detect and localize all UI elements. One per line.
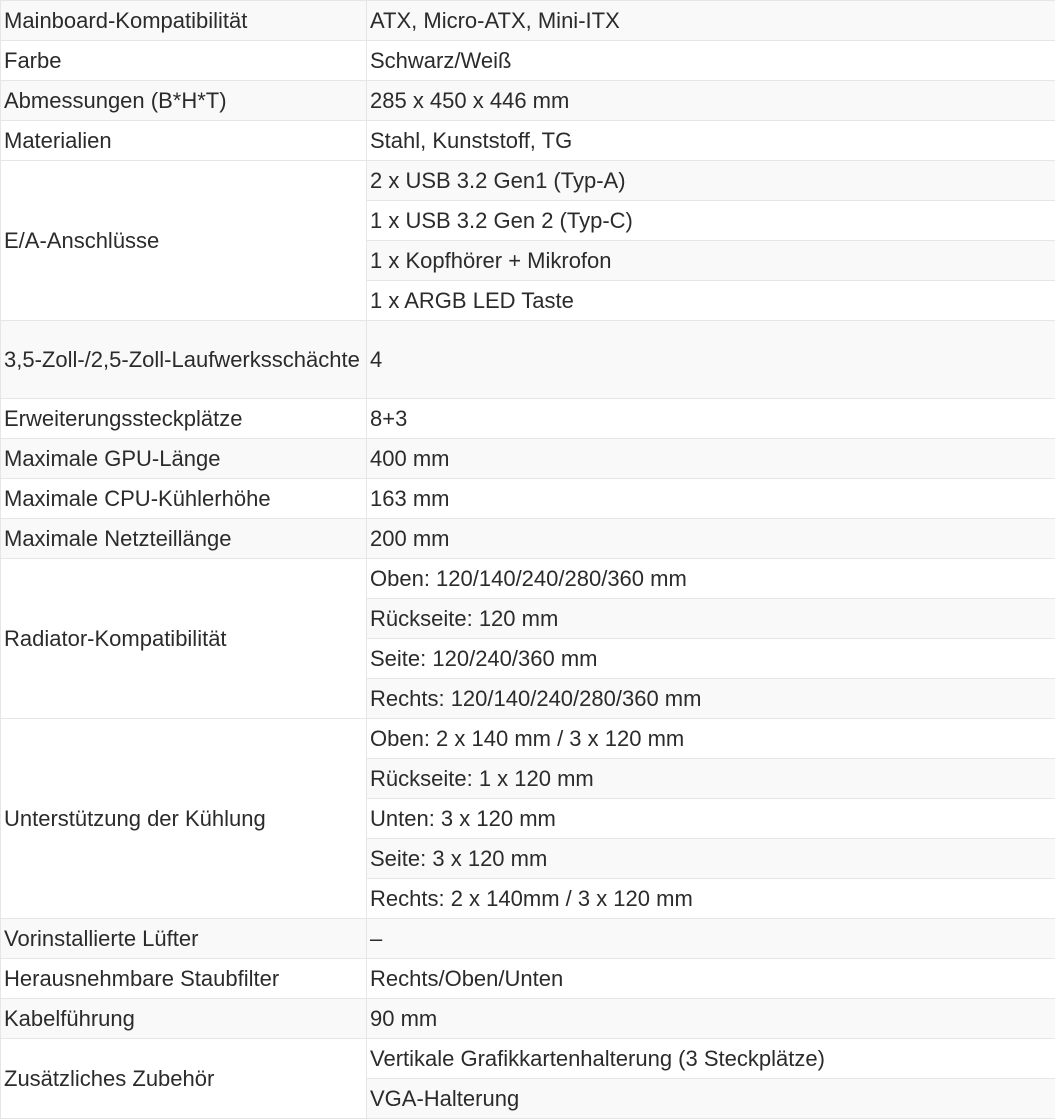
spec-value: 163 mm	[367, 479, 1055, 519]
spec-value: 8+3	[367, 399, 1055, 439]
spec-value: Rückseite: 1 x 120 mm	[367, 759, 1055, 799]
spec-value: Vertikale Grafikkartenhalterung (3 Steckplätze)	[367, 1039, 1055, 1079]
spec-table-body	[1, 1, 1055, 1119]
table-row	[1, 41, 1055, 81]
spec-value: 1 x USB 3.2 Gen 2 (Typ-C)	[367, 201, 1055, 241]
spec-label: Materialien	[1, 121, 367, 161]
spec-value: ATX, Micro-ATX, Mini-ITX	[367, 1, 1055, 41]
spec-value: 4	[367, 321, 1055, 399]
table-row	[1, 1, 1055, 41]
spec-value: Seite: 120/240/360 mm	[367, 639, 1055, 679]
spec-value: 90 mm	[367, 999, 1055, 1039]
spec-label: E/A-Anschlüsse	[1, 161, 367, 321]
spec-label: Maximale Netzteillänge	[1, 519, 367, 559]
table-row	[1, 999, 1055, 1039]
spec-value: Rechts: 120/140/240/280/360 mm	[367, 679, 1055, 719]
table-row	[1, 919, 1055, 959]
spec-label: Maximale CPU-Kühlerhöhe	[1, 479, 367, 519]
spec-label: Abmessungen (B*H*T)	[1, 81, 367, 121]
spec-label: Unterstützung der Kühlung	[1, 719, 367, 919]
table-row	[1, 719, 1055, 759]
spec-value: 400 mm	[367, 439, 1055, 479]
table-row	[1, 479, 1055, 519]
table-row	[1, 959, 1055, 999]
table-row	[1, 559, 1055, 599]
table-row	[1, 81, 1055, 121]
table-row	[1, 1039, 1055, 1079]
spec-label: Farbe	[1, 41, 367, 81]
spec-value: Rechts/Oben/Unten	[367, 959, 1055, 999]
spec-value: Seite: 3 x 120 mm	[367, 839, 1055, 879]
spec-label: Zusätzliches Zubehör	[1, 1039, 367, 1119]
spec-value: Schwarz/Weiß	[367, 41, 1055, 81]
spec-value: Rückseite: 120 mm	[367, 599, 1055, 639]
spec-label: 3,5-Zoll-/2,5-Zoll-Laufwerksschächte	[1, 321, 367, 399]
spec-value: 1 x ARGB LED Taste	[367, 281, 1055, 321]
spec-label: Mainboard-Kompatibilität	[1, 1, 367, 41]
spec-label: Erweiterungssteckplätze	[1, 399, 367, 439]
spec-value: VGA-Halterung	[367, 1079, 1055, 1119]
spec-value: 285 x 450 x 446 mm	[367, 81, 1055, 121]
spec-value: Stahl, Kunststoff, TG	[367, 121, 1055, 161]
table-row	[1, 321, 1055, 399]
spec-value: –	[367, 919, 1055, 959]
spec-value: 1 x Kopfhörer + Mikrofon	[367, 241, 1055, 281]
table-row	[1, 121, 1055, 161]
table-row	[1, 519, 1055, 559]
spec-label: Herausnehmbare Staubfilter	[1, 959, 367, 999]
table-row	[1, 161, 1055, 201]
spec-label: Vorinstallierte Lüfter	[1, 919, 367, 959]
spec-value: 200 mm	[367, 519, 1055, 559]
spec-value: 2 x USB 3.2 Gen1 (Typ-A)	[367, 161, 1055, 201]
spec-value: Unten: 3 x 120 mm	[367, 799, 1055, 839]
spec-label: Kabelführung	[1, 999, 367, 1039]
spec-label: Radiator-Kompatibilität	[1, 559, 367, 719]
spec-value: Oben: 120/140/240/280/360 mm	[367, 559, 1055, 599]
table-row	[1, 399, 1055, 439]
table-row	[1, 439, 1055, 479]
spec-value: Rechts: 2 x 140mm / 3 x 120 mm	[367, 879, 1055, 919]
spec-label: Maximale GPU-Länge	[1, 439, 367, 479]
spec-value: Oben: 2 x 140 mm / 3 x 120 mm	[367, 719, 1055, 759]
